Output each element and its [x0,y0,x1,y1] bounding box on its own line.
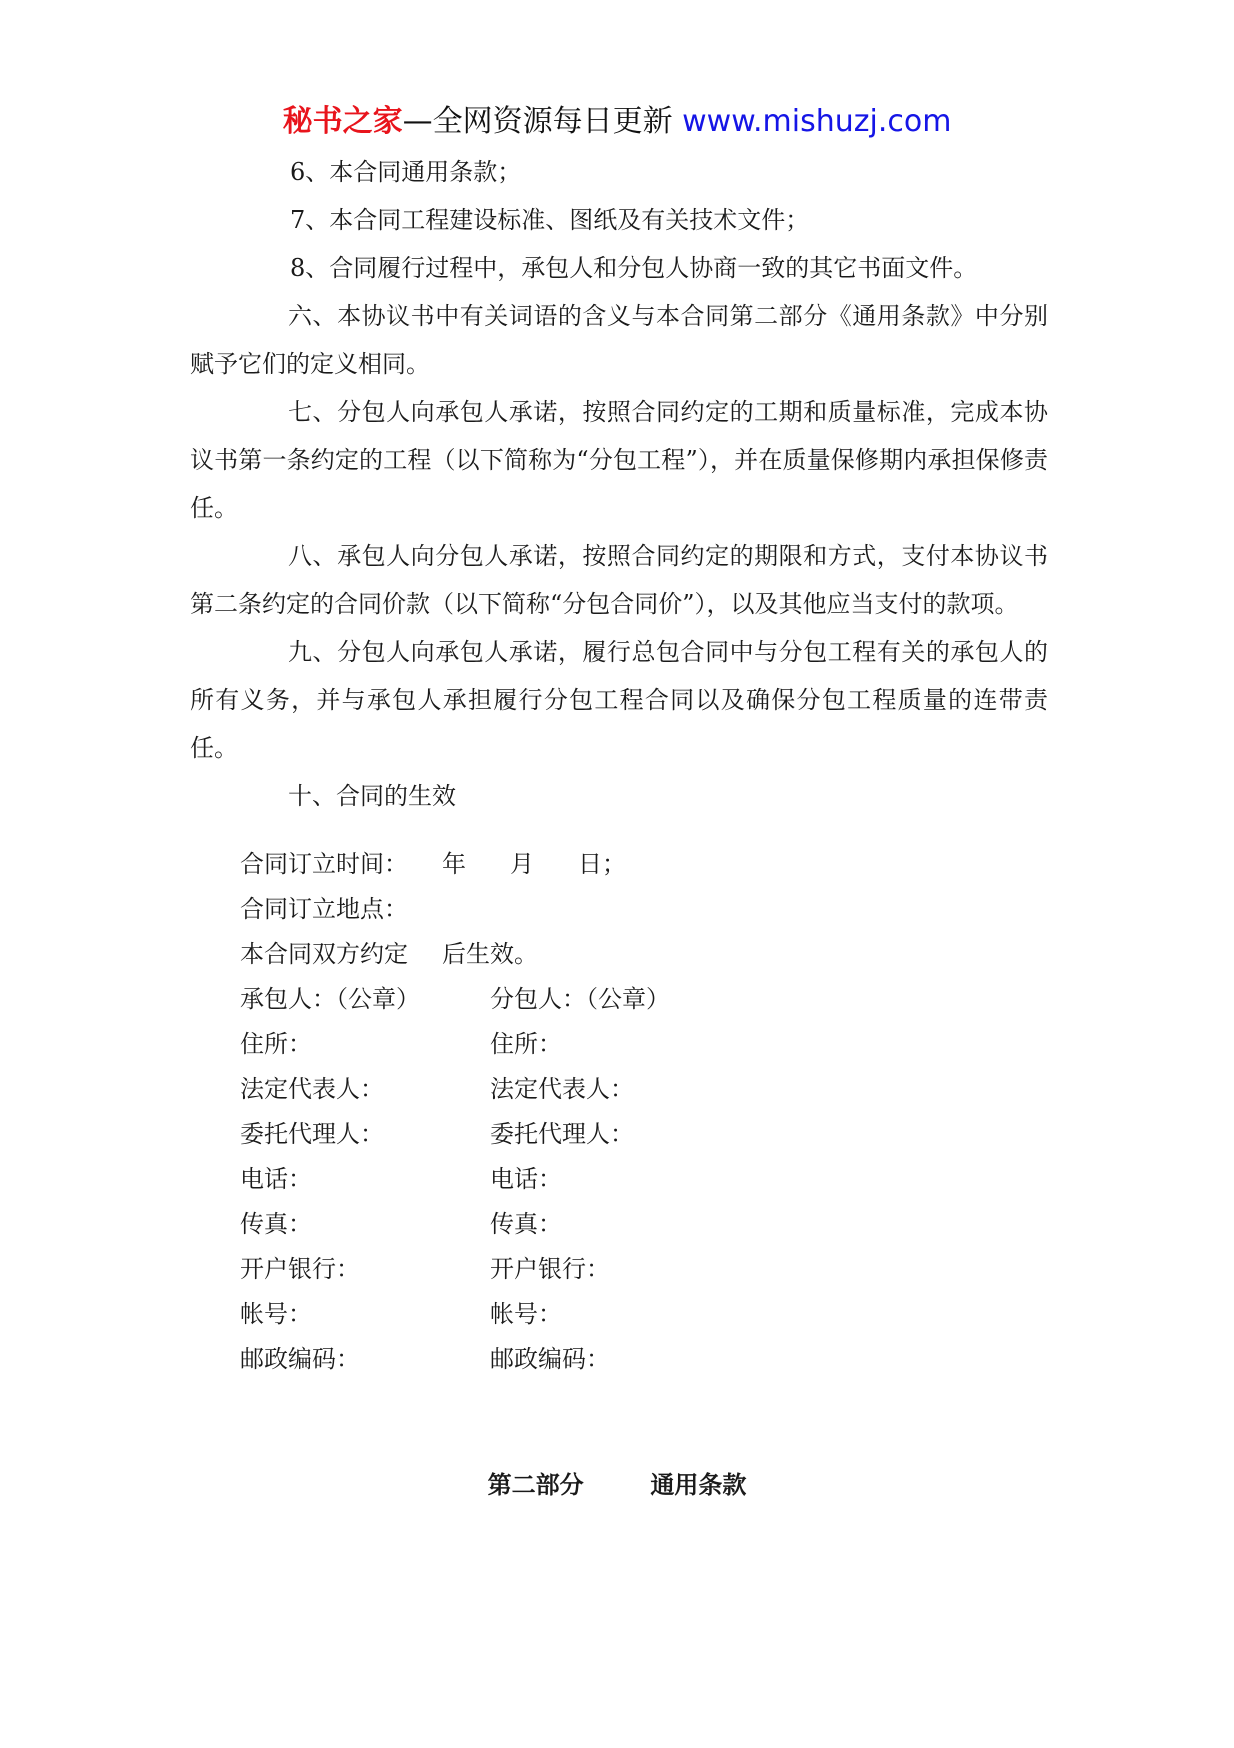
subcontractor-field-fax: 传真： [490,1210,562,1238]
day-label: 日； [578,850,626,878]
party-field-row [240,1202,1040,1247]
party-title-row [240,977,1040,1022]
subcontractor-title: 分包人：（公章） [490,985,670,1013]
year-label: 年 [442,850,466,878]
contractor-title: 承包人：（公章） [240,985,420,1013]
signing-date-label: 合同订立时间： [240,850,408,878]
party-field-row [240,1247,1040,1292]
clause-paragraph: 七、分包人向承包人承诺，按照合同约定的工期和质量标准，完成本协议书第一条约定的工程（以下简称为“分包工程”），并在质量保修期内承担保修责任。 [190,398,1048,522]
list-item: 6、本合同通用条款； [290,158,522,186]
effective-condition-row [240,932,1040,977]
brand-name: 秘书之家 [282,104,403,139]
subcontractor-field-agent: 委托代理人： [490,1120,634,1148]
clause-paragraph: 九、分包人向承包人承诺，履行总包合同中与分包工程有关的承包人的所有义务，并与承包人承担履行分包工程合同以及确保分包工程质量的连带责任。 [190,638,1048,762]
subcontractor-field-address: 住所： [490,1030,562,1058]
effective-condition-suffix: 后生效。 [442,940,538,968]
contractor-field-phone: 电话： [240,1165,312,1193]
subcontractor-field-legal-rep: 法定代表人： [490,1075,634,1103]
signing-date-row [240,842,1040,887]
month-label: 月 [510,850,534,878]
site-header [0,100,1234,144]
party-field-row [240,1157,1040,1202]
contractor-field-fax: 传真： [240,1210,312,1238]
header-tagline: —全网资源每日更新 [402,104,683,139]
part-title: 第二部分 通用条款 [487,1471,747,1499]
contractor-field-legal-rep: 法定代表人： [240,1075,384,1103]
contractor-field-account: 帐号： [240,1300,312,1328]
party-field-row [240,1022,1040,1067]
clause-paragraph: 六、本协议书中有关词语的含义与本合同第二部分《通用条款》中分别赋予它们的定义相同。 [190,302,1048,378]
contractor-field-postcode: 邮政编码： [240,1345,360,1373]
subcontractor-field-phone: 电话： [490,1165,562,1193]
signature-block [240,842,1040,1382]
subcontractor-field-postcode: 邮政编码： [490,1345,610,1373]
party-field-row [240,1112,1040,1157]
contractor-field-agent: 委托代理人： [240,1120,384,1148]
site-url[interactable]: www.mishuzj.com [682,104,952,139]
list-item: 8、合同履行过程中，承包人和分包人协商一致的其它书面文件。 [290,254,978,282]
party-field-row [240,1067,1040,1112]
effective-condition-label: 本合同双方约定 [240,940,408,968]
clause-heading: 十、合同的生效 [288,782,456,810]
party-field-row [240,1292,1040,1337]
contractor-field-address: 住所： [240,1030,312,1058]
contractor-field-bank: 开户银行： [240,1255,360,1283]
clause-paragraph: 八、承包人向分包人承诺，按照合同约定的期限和方式，支付本协议书第二条约定的合同价款（以下简称“分包合同价”），以及其他应当支付的款项。 [190,542,1048,618]
subcontractor-field-account: 帐号： [490,1300,562,1328]
subcontractor-field-bank: 开户银行： [490,1255,610,1283]
party-field-row [240,1337,1040,1382]
signing-place-row [240,887,1040,932]
signing-place-label: 合同订立地点： [240,895,408,923]
list-item: 7、本合同工程建设标准、图纸及有关技术文件； [290,206,810,234]
document-body [190,148,1048,820]
